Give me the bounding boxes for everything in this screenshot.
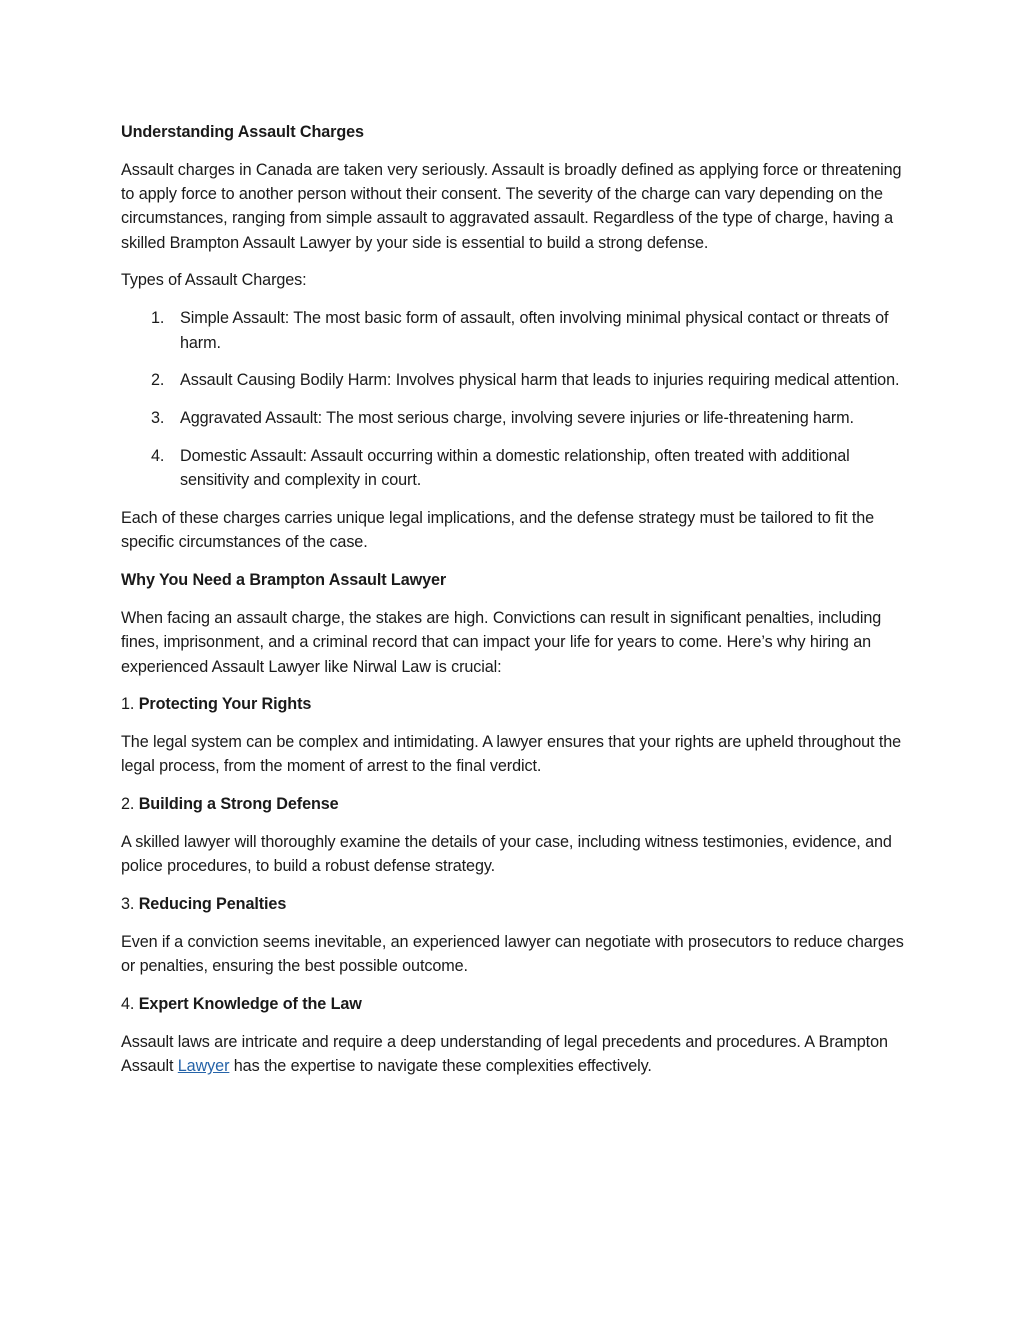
list-item-text: Domestic Assault: Assault occurring within a domestic relationship, often treated with additional sensitivity and complexity in court. — [180, 446, 850, 490]
types-label: Types of Assault Charges: — [121, 271, 307, 290]
heading-why-you-need-lawyer: Why You Need a Brampton Assault Lawyer — [121, 571, 447, 590]
reason-body-strong-defense: A skilled lawyer will thoroughly examine the details of your case, including witness testimonies, evidence, and police procedures, to build a robust defense strategy. — [121, 833, 892, 876]
list-item-number: 1. — [151, 309, 165, 328]
heading-understanding-assault-charges: Understanding Assault Charges — [121, 123, 364, 141]
reason-number: 3. — [121, 895, 135, 914]
list-item-text: Assault Causing Bodily Harm: Involves physical harm that leads to injuries requiring medical attention. — [180, 371, 900, 390]
list-item-text: Simple Assault: The most basic form of assault, often involving minimal physical contact or threats of harm. — [180, 309, 889, 352]
reason-body-text-before-link: Assault laws are intricate and require a deep understanding of legal precedents and procedures. A Brampton Assault — [121, 1032, 888, 1076]
document-page — [121, 120, 906, 1092]
reason-heading-expert-knowledge — [121, 992, 906, 1016]
intro-paragraph: Assault charges in Canada are taken very seriously. Assault is broadly defined as applying force or threatening to apply force to another person without their consent. The severity of the charge can vary depending on the circumstances, ranging from simple assault to aggravated assault. Regardless of the type of charge, having a skilled Brampton Assault Lawyer by your side is essential to build a strong defense. — [121, 160, 902, 252]
lawyer-link[interactable]: Lawyer — [177, 1057, 230, 1076]
reason-heading-strong-defense — [121, 792, 906, 816]
reason-title: Expert Knowledge of the Law — [138, 995, 362, 1014]
reason-title: Protecting Your Rights — [138, 695, 312, 714]
list-item — [121, 406, 906, 430]
list-item — [121, 368, 906, 392]
reason-title: Reducing Penalties — [138, 895, 287, 914]
reason-heading-protecting-rights — [121, 692, 906, 716]
reason-number: 4. — [121, 995, 135, 1014]
reason-body-protecting-rights: The legal system can be complex and intimidating. A lawyer ensures that your rights are upheld throughout the legal process, from the moment of arrest to the final verdict. — [121, 733, 902, 776]
reason-heading-reducing-penalties — [121, 892, 906, 916]
list-item-text: Aggravated Assault: The most serious charge, involving severe injuries or life-threatening harm. — [180, 409, 854, 428]
reason-number: 2. — [121, 795, 135, 814]
reason-number: 1. — [121, 695, 135, 714]
list-item-number: 3. — [151, 409, 165, 428]
reason-body-expert-knowledge — [121, 1030, 906, 1079]
list-item — [121, 444, 906, 493]
assault-types-list — [121, 306, 906, 492]
types-summary-paragraph: Each of these charges carries unique legal implications, and the defense strategy must be tailored to fit the specific circumstances of the case. — [121, 509, 875, 552]
list-item-number: 4. — [151, 446, 165, 465]
reason-body-reducing-penalties: Even if a conviction seems inevitable, an experienced lawyer can negotiate with prosecutors to reduce charges or penalties, ensuring the best possible outcome. — [121, 932, 904, 976]
list-item — [121, 306, 906, 355]
list-item-number: 2. — [151, 371, 165, 390]
why-paragraph: When facing an assault charge, the stakes are high. Convictions can result in significant penalties, including fines, imprisonment, and a criminal record that can impact your life for years to come. Here’s why hiring an experienced Assault Lawyer like Nirwal Law is crucial: — [121, 608, 882, 676]
reason-title: Building a Strong Defense — [138, 795, 339, 814]
reason-body-text-after-link: has the expertise to navigate these complexities effectively. — [229, 1057, 652, 1076]
